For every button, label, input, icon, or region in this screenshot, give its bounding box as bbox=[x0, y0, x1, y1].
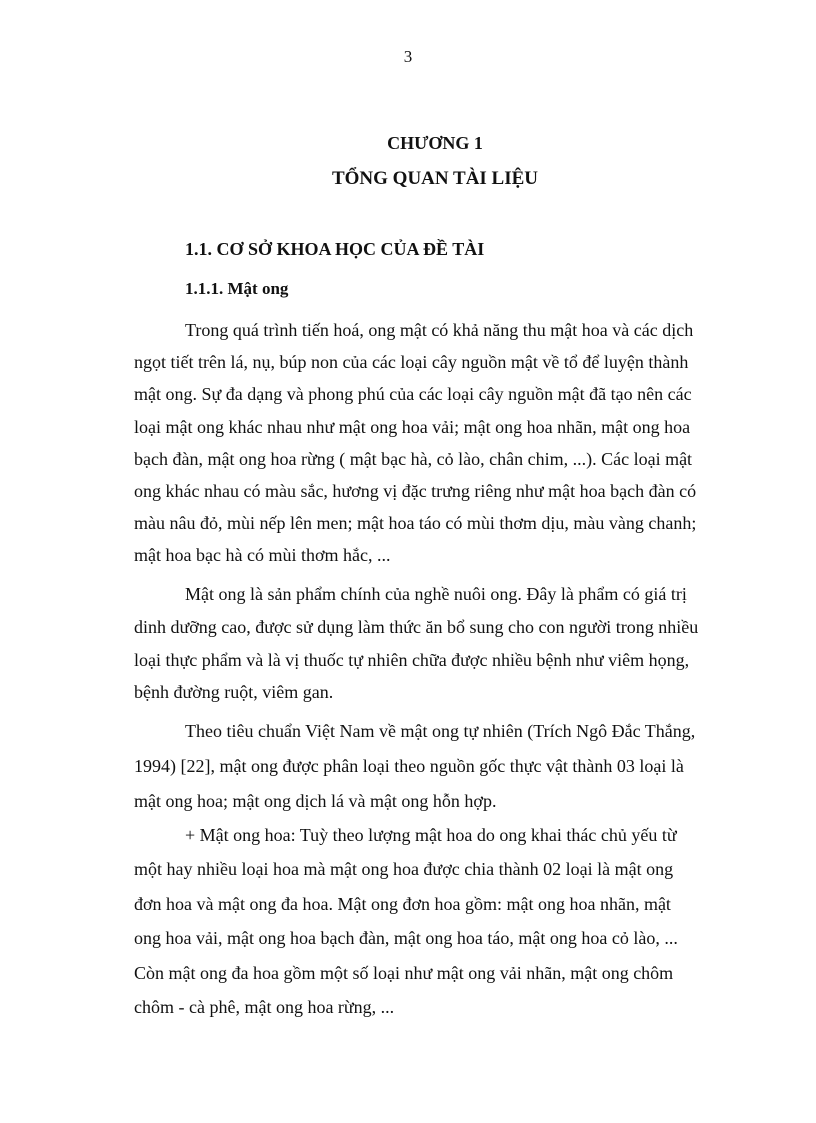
paragraph-line: mật ong. Sự đa dạng và phong phú của các loại cây nguồn mật đã tạo nên các bbox=[134, 384, 692, 405]
paragraph-line: một hay nhiều loại hoa mà mật ong hoa được chia thành 02 loại là mật ong bbox=[134, 859, 674, 880]
paragraph-line: dinh dưỡng cao, được sử dụng làm thức ăn bổ sung cho con người trong nhiều bbox=[134, 616, 699, 637]
paragraph-line: Mật ong là sản phẩm chính của nghề nuôi ong. Đây là phẩm có giá trị bbox=[185, 584, 687, 604]
section-heading: 1.1. CƠ SỞ KHOA HỌC CỦA ĐỀ TÀI bbox=[185, 239, 485, 259]
page-number: 3 bbox=[403, 47, 413, 66]
chapter-label: CHƯƠNG 1 bbox=[387, 133, 483, 153]
paragraph-line: ngọt tiết trên lá, nụ, búp non của các loại cây nguồn mật về tổ để luyện thành bbox=[134, 352, 689, 373]
paragraph-line: bạch đàn, mật ong hoa rừng ( mật bạc hà, cỏ lào, chân chim, ...). Các loại mật bbox=[134, 448, 693, 469]
paragraph-2 bbox=[134, 578, 740, 709]
paragraph-line: ong hoa vải, mật ong hoa bạch đàn, mật ong hoa táo, mật ong hoa cỏ lào, ... bbox=[134, 928, 678, 949]
paragraph-line: mật ong hoa; mật ong dịch lá và mật ong hỗn hợp. bbox=[134, 791, 497, 811]
paragraph-line: loại thực phẩm và là vị thuốc tự nhiên chữa được nhiều bệnh như viêm họng, bbox=[134, 649, 690, 670]
paragraph-line: 1994) [22], mật ong được phân loại theo nguồn gốc thực vật thành 03 loại là bbox=[134, 756, 684, 776]
paragraph-line: ong khác nhau có màu sắc, hương vị đặc trưng riêng như mật hoa bạch đàn có bbox=[134, 481, 697, 502]
paragraph-line: bệnh đường ruột, viêm gan. bbox=[134, 682, 334, 703]
paragraph-line: màu nâu đỏ, mùi nếp lên men; mật hoa táo có mùi thơm dịu, màu vàng chanh; bbox=[134, 513, 697, 534]
paragraph-line: + Mật ong hoa: Tuỳ theo lượng mật hoa do ong khai thác chủ yếu từ bbox=[185, 825, 677, 845]
paragraph-3 bbox=[134, 714, 740, 819]
paragraph-4 bbox=[134, 818, 740, 1024]
paragraph-line: Trong quá trình tiến hoá, ong mật có khả năng thu mật hoa và các dịch bbox=[185, 320, 694, 340]
subsection-heading: 1.1.1. Mật ong bbox=[185, 279, 289, 298]
chapter-title: TỔNG QUAN TÀI LIỆU bbox=[331, 168, 539, 189]
paragraph-line: mật hoa bạc hà có mùi thơm hắc, ... bbox=[134, 545, 391, 566]
paragraph-line: chôm - cà phê, mật ong hoa rừng, ... bbox=[134, 997, 395, 1018]
paragraph-line: Còn mật ong đa hoa gồm một số loại như mật ong vải nhãn, mật ong chôm bbox=[134, 962, 674, 983]
paragraph-line: đơn hoa và mật ong đa hoa. Mật ong đơn hoa gồm: mật ong hoa nhãn, mật bbox=[134, 893, 671, 914]
paragraph-line: Theo tiêu chuẩn Việt Nam về mật ong tự nhiên (Trích Ngô Đắc Thắng, bbox=[185, 721, 696, 741]
paragraph-1 bbox=[134, 314, 740, 572]
paragraph-line: loại mật ong khác nhau như mật ong hoa vải; mật ong hoa nhãn, mật ong hoa bbox=[134, 416, 691, 437]
